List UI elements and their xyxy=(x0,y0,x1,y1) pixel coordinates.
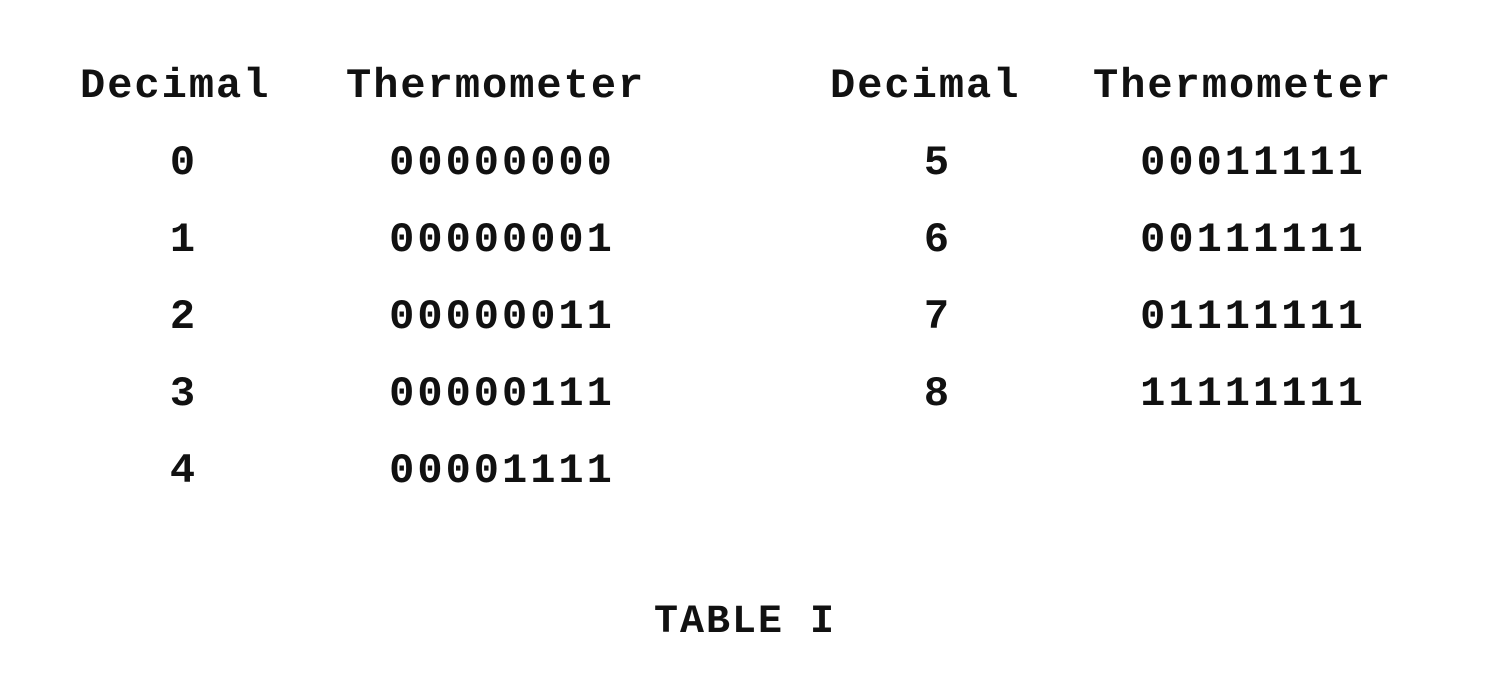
left-row-decimal: 2 xyxy=(169,293,199,341)
right-row-decimal: 5 xyxy=(923,139,953,187)
left-row-decimal: 1 xyxy=(169,216,199,264)
right-row-thermometer: 01111111 xyxy=(1140,293,1366,341)
right-row-decimal: 8 xyxy=(923,370,953,418)
right-row-decimal: 6 xyxy=(923,216,953,264)
right-row-decimal: 7 xyxy=(923,293,953,341)
header-right-decimal: Decimal xyxy=(830,62,1021,110)
header-left-thermometer: Thermometer xyxy=(346,62,646,110)
left-row-thermometer: 00000001 xyxy=(389,216,615,264)
right-row-thermometer: 00111111 xyxy=(1140,216,1366,264)
left-row-thermometer: 00000111 xyxy=(389,370,615,418)
header-right-thermometer: Thermometer xyxy=(1093,62,1393,110)
right-row-thermometer: 11111111 xyxy=(1140,370,1366,418)
left-row-thermometer: 00001111 xyxy=(389,447,615,495)
left-row-decimal: 4 xyxy=(169,447,199,495)
table-caption: TABLE I xyxy=(653,600,837,645)
left-row-thermometer: 00000011 xyxy=(389,293,615,341)
left-row-decimal: 0 xyxy=(169,139,199,187)
header-left-decimal: Decimal xyxy=(80,62,271,110)
left-row-decimal: 3 xyxy=(169,370,199,418)
left-row-thermometer: 00000000 xyxy=(389,139,615,187)
right-row-thermometer: 00011111 xyxy=(1140,139,1366,187)
